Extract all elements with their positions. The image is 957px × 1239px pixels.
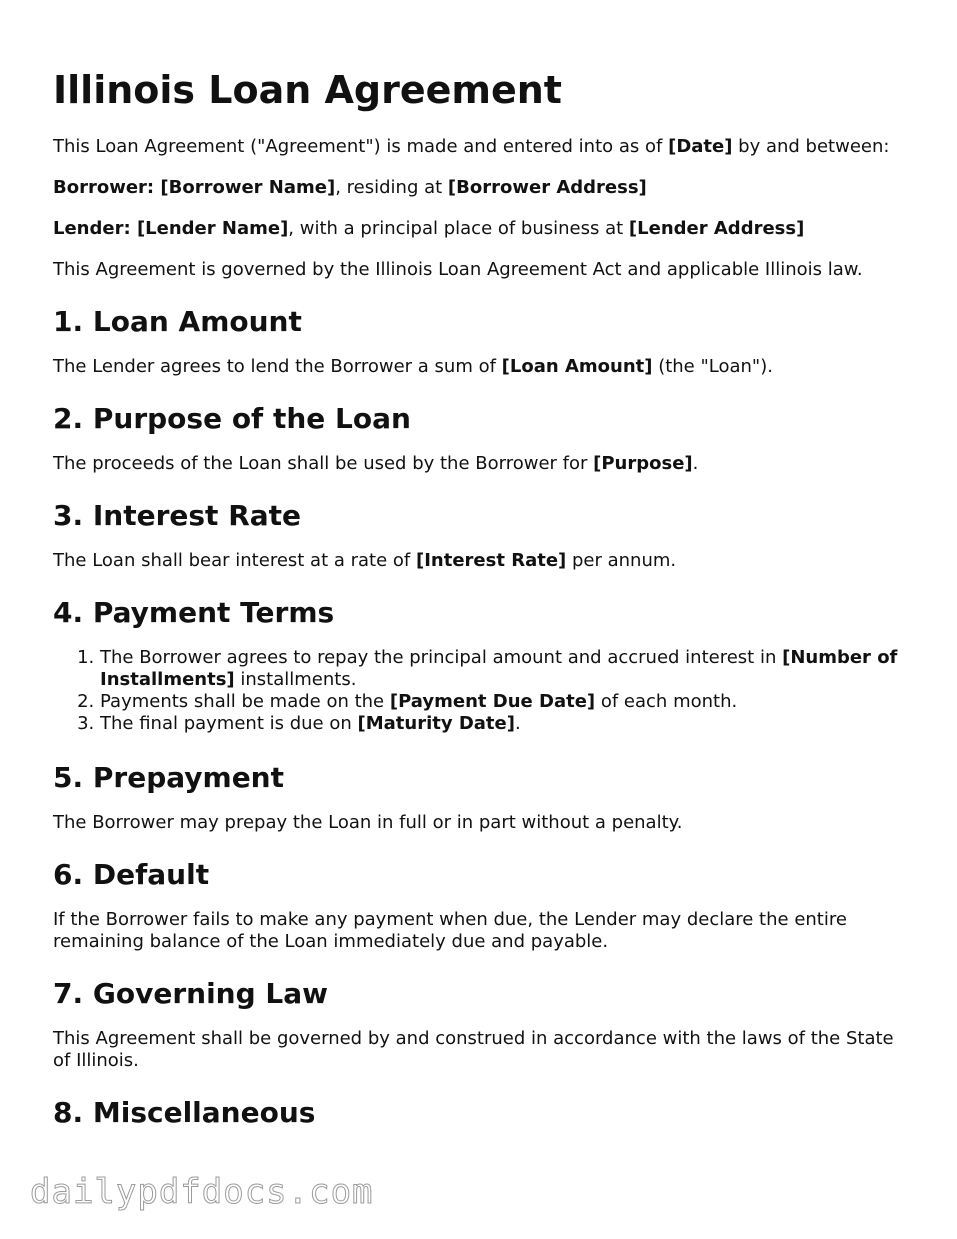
list-item-text-end: installments. — [234, 669, 357, 690]
section-text: The Loan shall bear interest at a rate of — [53, 550, 416, 571]
installments-field: [Number of Installments] — [100, 647, 898, 690]
list-item — [100, 691, 913, 713]
intro-text-end: by and between: — [732, 136, 890, 157]
lender-address-field: [Lender Address] — [628, 218, 805, 239]
watermark: dailypdfdocs.com — [30, 1172, 374, 1212]
payment-due-date-field: [Payment Due Date] — [389, 691, 596, 712]
lender-text: , with a principal place of business at — [288, 218, 629, 239]
list-item-text: The Borrower agrees to repay the principal amount and accrued interest in — [100, 647, 783, 668]
borrower-text: , residing at — [335, 177, 448, 198]
section-prepayment-heading: 5. Prepayment — [53, 761, 284, 794]
list-item-text-end: . — [514, 713, 521, 734]
borrower-label: Borrower: — [53, 177, 161, 198]
list-item-text-end: of each month. — [595, 691, 738, 712]
section-text-end: per annum. — [566, 550, 677, 571]
list-item-text: The final payment is due on — [100, 713, 358, 734]
section-text-end: . — [692, 453, 699, 474]
section-text: The Lender agrees to lend the Borrower a sum of — [53, 356, 502, 377]
lender-paragraph — [53, 218, 913, 240]
section-miscellaneous-heading: 8. Miscellaneous — [53, 1096, 316, 1129]
list-item-text: Payments shall be made on the — [100, 691, 390, 712]
lender-label: Lender: — [53, 218, 137, 239]
section-default-text: If the Borrower fails to make any payment when due, the Lender may declare the entire remaining balance of the Loan immediately due and payable. — [53, 909, 847, 952]
intro-paragraph — [53, 136, 913, 158]
interest-rate-field: [Interest Rate] — [415, 550, 567, 571]
section-governing-law-text: This Agreement shall be governed by and construed in accordance with the laws of the State of Illinois. — [53, 1028, 894, 1071]
section-interest-heading: 3. Interest Rate — [53, 499, 302, 532]
borrower-name-field: [Borrower Name] — [160, 177, 336, 198]
section-loan-amount-text — [53, 356, 913, 378]
section-interest-text — [53, 550, 913, 572]
governed-paragraph: This Agreement is governed by the Illinois Loan Agreement Act and applicable Illinois law. — [53, 259, 863, 280]
document-title: Illinois Loan Agreement — [53, 68, 562, 112]
section-default-heading: 6. Default — [53, 858, 210, 891]
section-prepayment-text: The Borrower may prepay the Loan in full or in part without a penalty. — [53, 812, 683, 833]
section-purpose-text — [53, 453, 913, 475]
payment-terms-list — [53, 647, 913, 735]
section-payment-terms-heading: 4. Payment Terms — [53, 596, 335, 629]
borrower-address-field: [Borrower Address] — [447, 177, 647, 198]
section-loan-amount-heading: 1. Loan Amount — [53, 305, 302, 338]
intro-text: This Loan Agreement ("Agreement") is made and entered into as of — [53, 136, 669, 157]
borrower-paragraph — [53, 177, 913, 199]
loan-amount-field: [Loan Amount] — [501, 356, 653, 377]
section-purpose-heading: 2. Purpose of the Loan — [53, 402, 411, 435]
lender-name-field: [Lender Name] — [136, 218, 289, 239]
maturity-date-field: [Maturity Date] — [357, 713, 515, 734]
list-item — [100, 647, 913, 691]
section-governing-law-heading: 7. Governing Law — [53, 977, 328, 1010]
list-item — [100, 713, 913, 735]
date-field: [Date] — [668, 136, 733, 157]
section-text: The proceeds of the Loan shall be used by the Borrower for — [53, 453, 594, 474]
purpose-field: [Purpose] — [593, 453, 693, 474]
document-page — [53, 66, 913, 1147]
section-text-end: (the "Loan"). — [652, 356, 773, 377]
